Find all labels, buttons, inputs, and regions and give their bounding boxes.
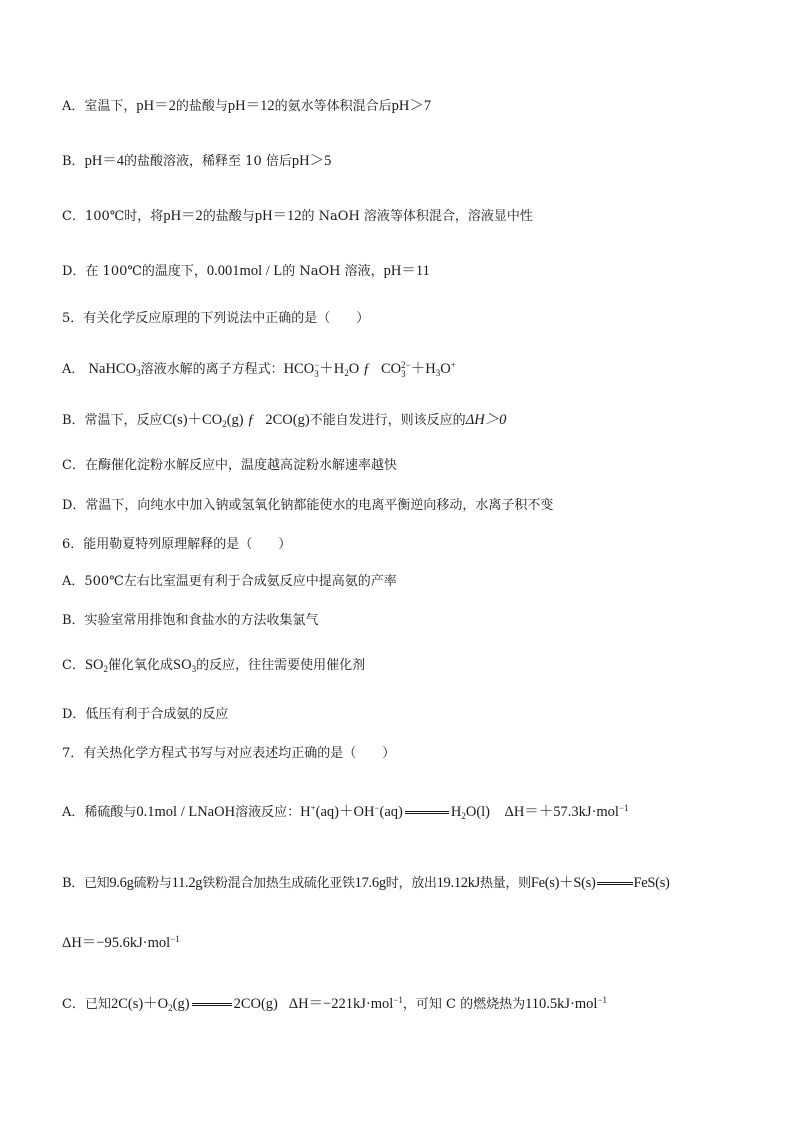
line-1d: D．在 100℃的温度下，0.001mol / L的 NaOH 溶液，pH＝11 [62,263,430,279]
option-7b-delta: ΔH＝−95.6kJ·mol$^{-1}$ [62,934,180,951]
option-7c: C．已知$2C(s)+O_2(g)$ 2CO(g) ΔH＝−221kJ·mol$^{-1}$，可知 C 的燃烧热为110.5kJ·mol$^{-1}$ [62,995,608,1013]
option-5b: B．常温下，反应$C(s)+CO_2(g)$ ƒ 2CO(g)不能自发进行，则该反应的ΔH＞0 [62,412,507,429]
option-6b: B．实验室常用排饱和食盐水的方法收集氯气 [62,613,319,628]
option-7a: A．稀硫酸与0.1mol / LNaOH溶液反应：H+(aq)＋OH−(aq) $H_2O(l)$ ΔH＝＋57.3kJ·mol$^{-1}$ [62,803,629,821]
option-5a: A． NaHCO$_3$溶液水解的离子方程式：HCO − 3 $+H_2O$ ƒ CO 2− 3 $+H_3O^+$ [62,359,456,379]
option-6c: C．$SO_2$催化氧化成$SO_3$的反应，往往需要使用催化剂 [62,657,366,674]
line-1c: C．100℃时，将pH＝2的盐酸与pH＝12的 NaOH 溶液等体积混合，溶液显中性 [62,208,533,224]
option-6d: D．低压有利于合成氨的反应 [62,707,229,722]
question-7: 7．有关热化学方程式书写与对应表述均正确的是（ ） [62,746,396,761]
reaction-arrow [597,882,633,885]
question-6: 6．能用勒夏特列原理解释的是（ ） [62,537,292,552]
option-6a: A．500℃左右比室温更有利于合成氨反应中提高氨的产率 [62,574,397,589]
line-1b: B．pH＝4的盐酸溶液，稀释至 10 倍后pH＞5 [62,153,332,169]
option-5c: C．在酶催化淀粉水解反应中，温度越高淀粉水解速率越快 [62,458,397,473]
option-7b: B．已知9.6g硫粉与11.2g铁粉混合加热生成硫化亚铁17.6g时，放出19.12kJ热量，则Fe(s)＋S(s) FeS(s) [62,875,670,891]
reaction-arrow [405,811,449,814]
question-5: 5．有关化学反应原理的下列说法中正确的是（ ） [62,311,370,326]
option-5d: D．常温下，向纯水中加入钠或氢氧化钠都能使水的电离平衡逆向移动，水离子积不变 [62,498,554,513]
line-1a: A．室温下，pH＝2的盐酸与pH＝12的氨水等体积混合后pH＞7 [62,98,432,114]
reaction-arrow [192,1003,232,1006]
